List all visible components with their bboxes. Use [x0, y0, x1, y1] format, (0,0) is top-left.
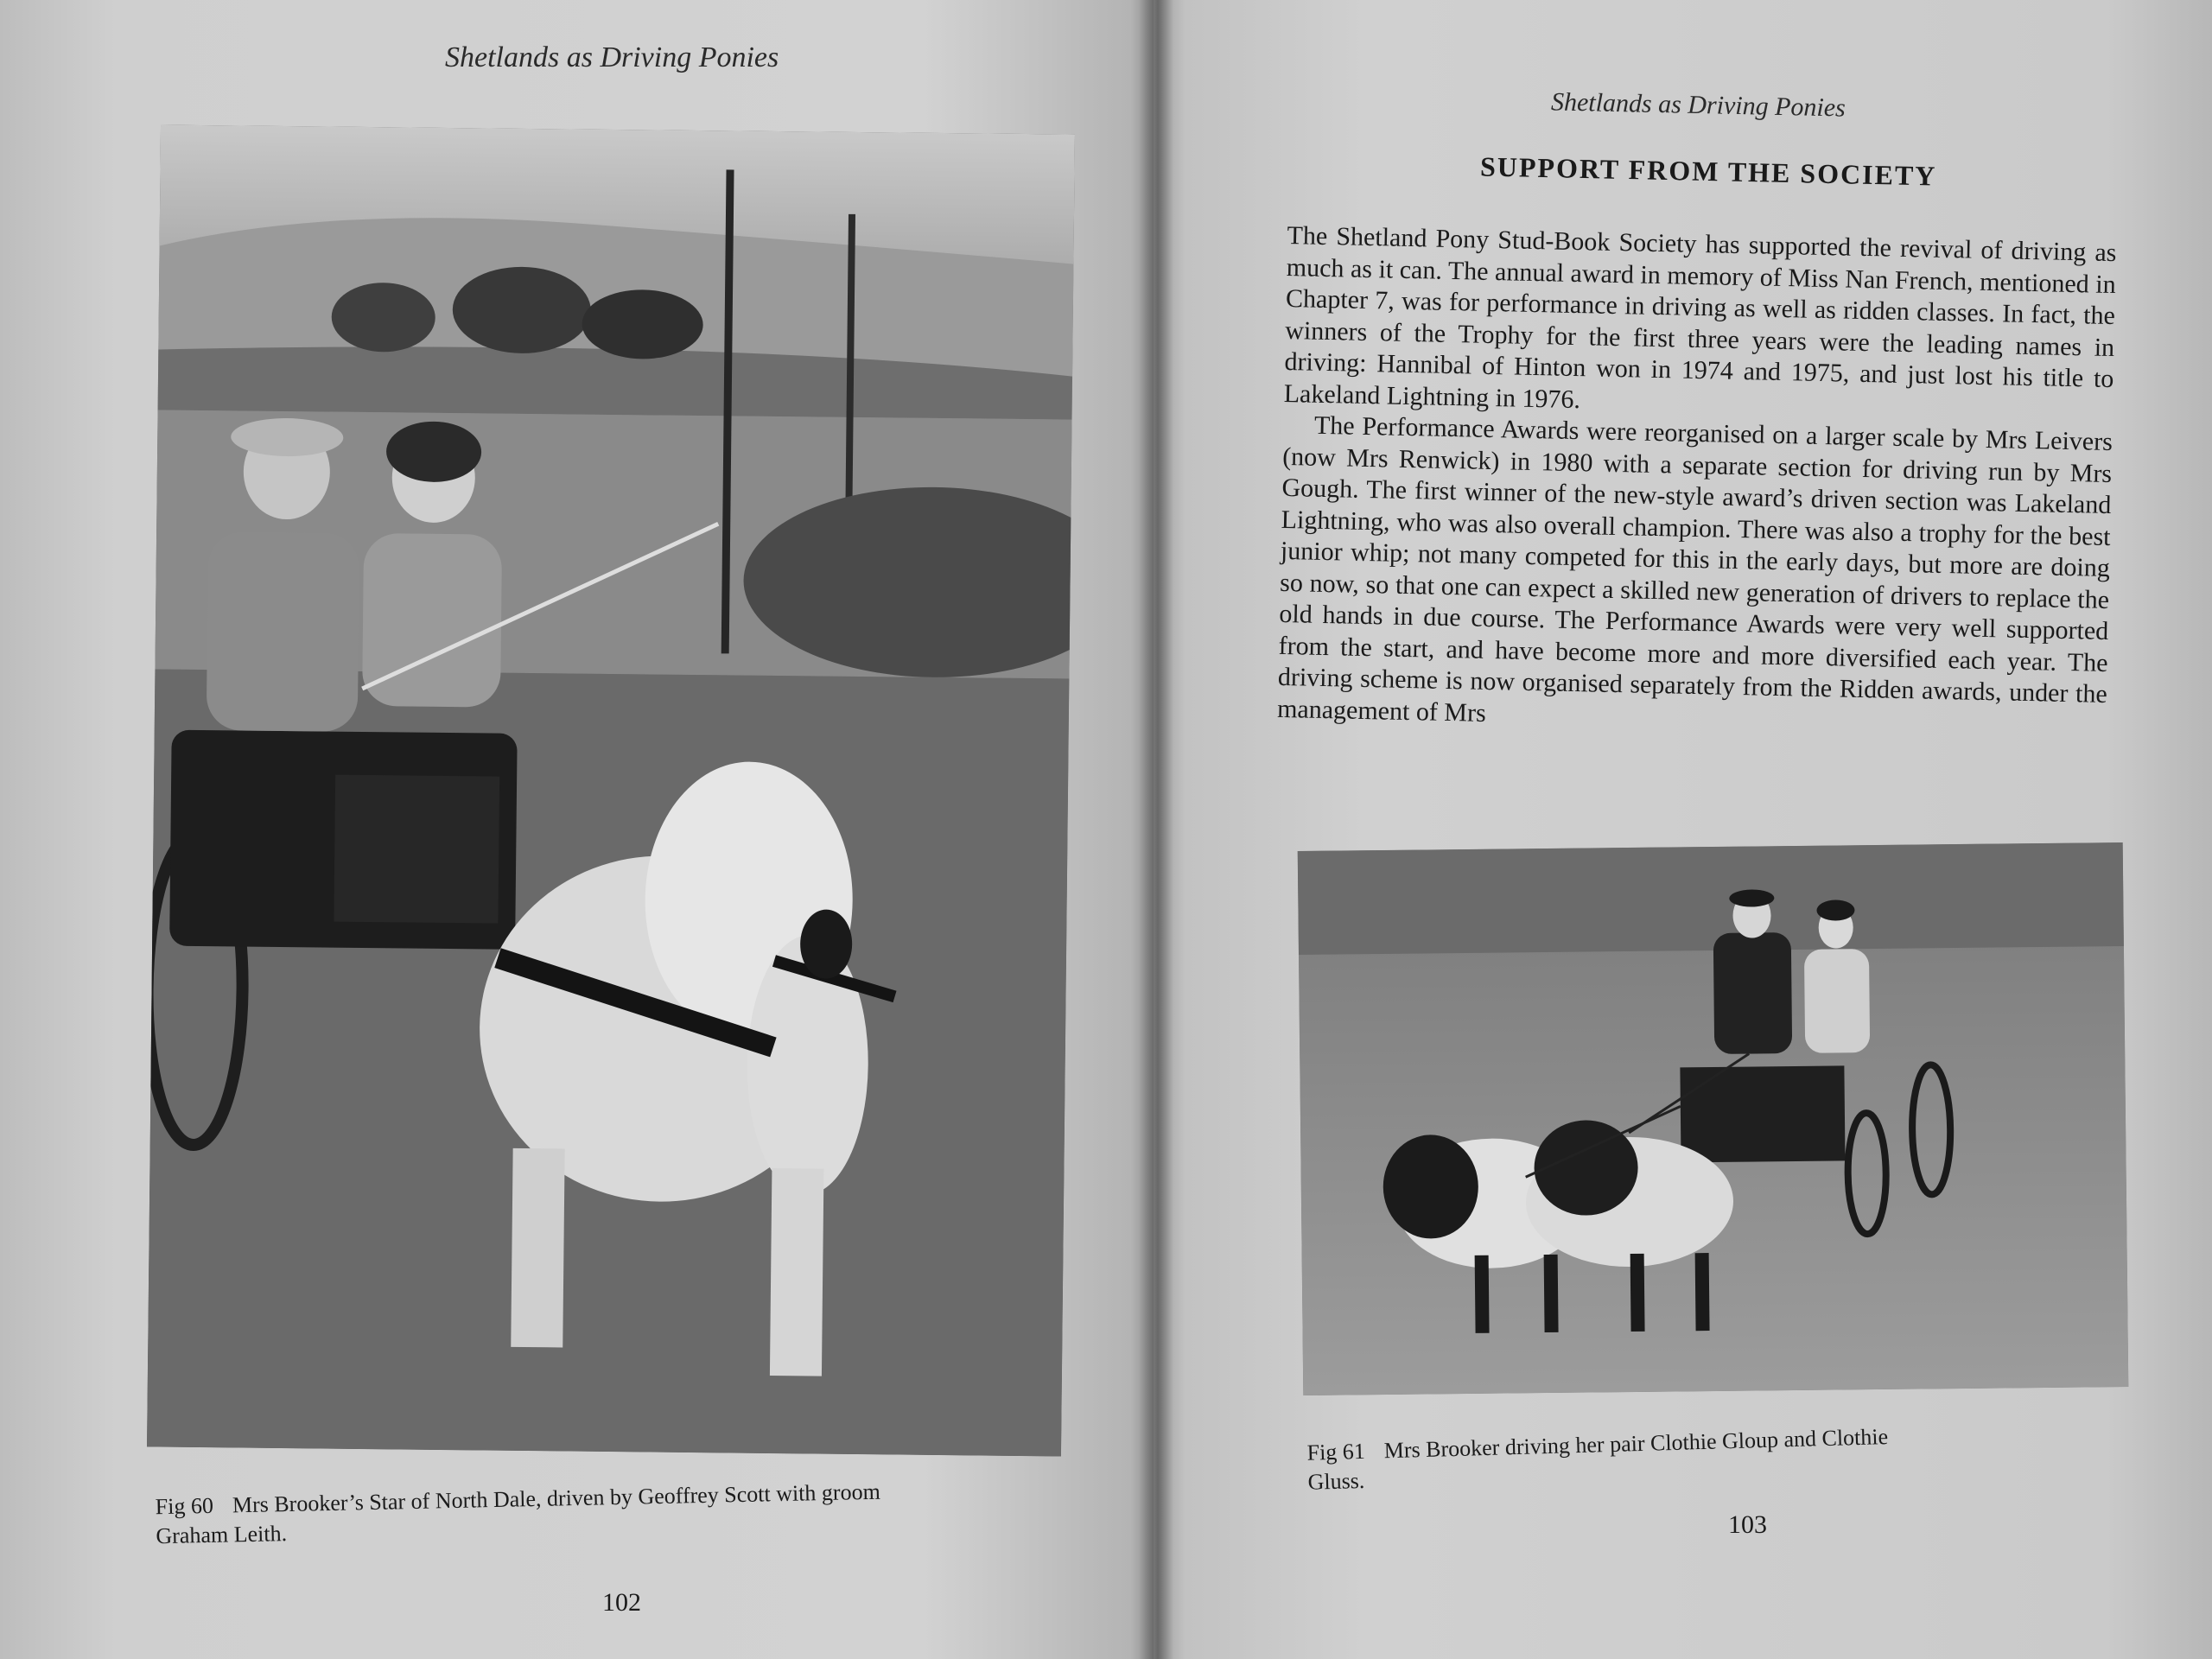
figure-caption	[1306, 1421, 1913, 1497]
figure-label: Fig 60	[155, 1492, 214, 1520]
page-number: 102	[602, 1588, 641, 1617]
paragraph: The Performance Awards were reorganised on a larger scale by Mrs Leivers (now Mrs Renwick) in 1980 with a separate section for driving run by Mrs Gough. The first winner of the new-style award’s driven section was Lakeland Lightning, who was also overall champion. There was also a trophy for the best junior whip; not many competed for this in the early days, but more are doing so now, so that one can expect a skilled new generation of drivers to replace the old hands in due course. The Performance Awards were very well supported from the start, and have become more and more diversified each year. The driving scheme is now organised separately from the Ridden awards, under the management of Mrs	[1276, 410, 2113, 728]
running-head: Shetlands as Driving Ponies	[445, 41, 779, 73]
book-gutter	[1139, 0, 1173, 1659]
figure-label: Fig 61	[1306, 1438, 1366, 1465]
running-head: Shetlands as Driving Ponies	[1550, 87, 1847, 123]
photo-pair-driving	[1298, 842, 2129, 1395]
figure-caption	[155, 1477, 916, 1551]
photo-image	[147, 125, 1075, 1457]
paragraph: The Shetland Pony Stud-Book Society has supported the revival of driving as much as it can. The annual award in memory of Miss Nan French, mentioned in Chapter 7, was for performance in driving as well as ridden classes. In fact, the winners of the Trophy for the first three years were the leading names in driving: Hannibal of Hinton won in 1974 and 1975, and just lost his title to Lakeland Lightning in 1976.	[1283, 220, 2117, 414]
figure-caption-text: Mrs Brooker driving her pair Clothie Gloup and Clothie Gluss.	[1307, 1424, 1889, 1495]
photo-pony-cart	[147, 125, 1075, 1457]
page-number: 103	[1728, 1510, 1767, 1539]
section-heading: SUPPORT FROM THE SOCIETY	[1479, 150, 1937, 192]
photo-image	[1298, 842, 2129, 1395]
figure-caption-text: Mrs Brooker’s Star of North Dale, driven by Geoffrey Scott with groom Graham Leith.	[156, 1478, 881, 1549]
body-text	[1277, 220, 2117, 742]
right-page	[1154, 0, 2212, 1659]
